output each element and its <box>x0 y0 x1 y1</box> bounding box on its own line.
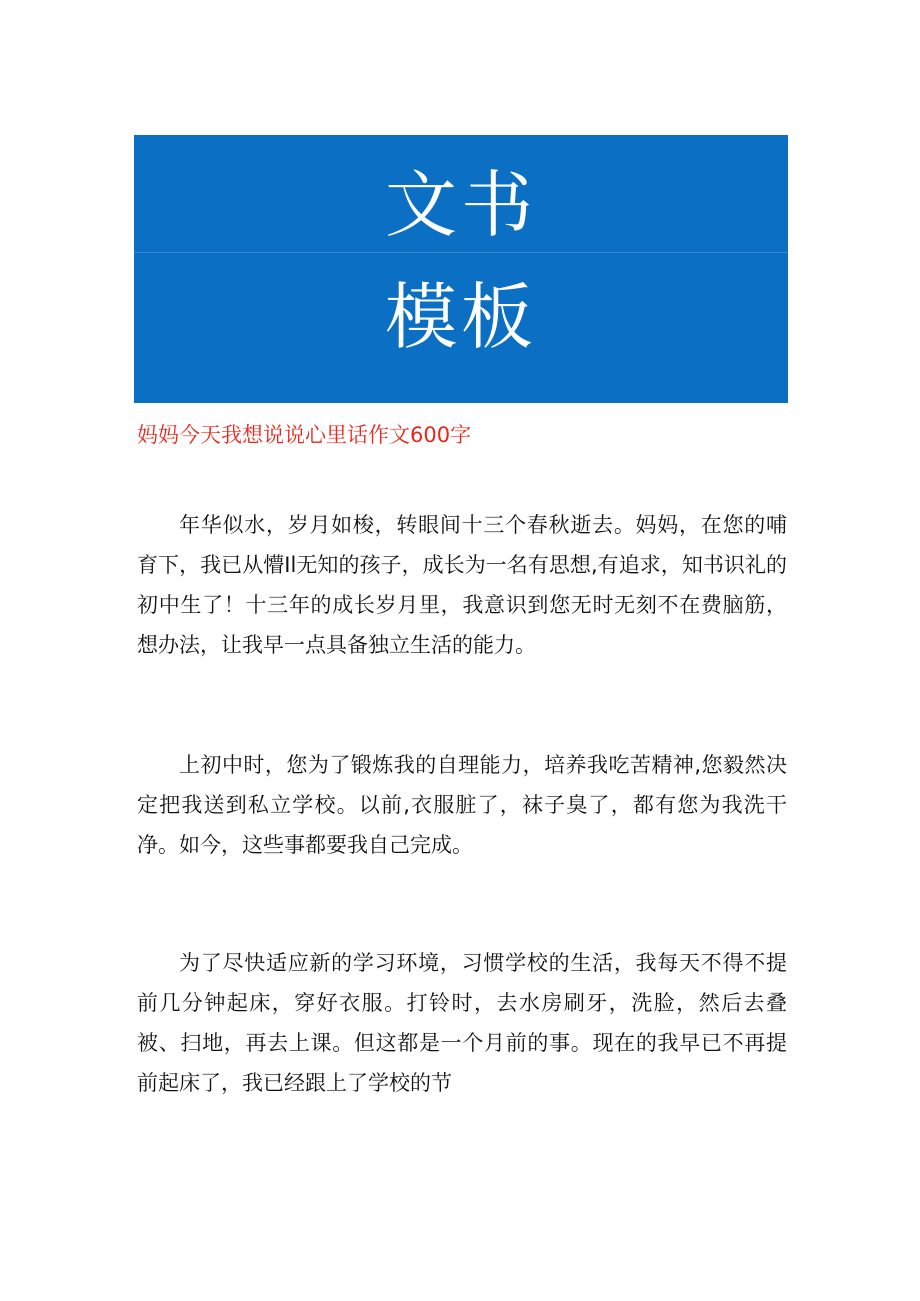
cover-banner <box>134 135 788 403</box>
paragraph-1: 年华似水，岁月如梭，转眼间十三个春秋逝去。妈妈，在您的哺育下，我已从懵Il无知的孩子，成长为一名有思想,有追求，知书识礼的初中生了！十三年的成长岁月里，我意识到您无时无刻不在费脑筋，想办法，让我早一点具备独立生活的能力。 <box>137 513 787 657</box>
document-title: 妈妈今天我想说说心里话作文600字 <box>137 423 472 447</box>
banner-divider <box>134 252 788 253</box>
paragraph-2: 上初中时，您为了锻炼我的自理能力，培养我吃苦精神,您毅然决定把我送到私立学校。以前,衣服脏了，袜子臭了，都有您为我洗干净。如今，这些事都要我自己完成。 <box>137 753 787 857</box>
banner-title-line2: 模板 <box>384 275 537 359</box>
banner-title-line1: 文书 <box>384 163 537 247</box>
paragraph-3: 为了尽快适应新的学习环境，习惯学校的生活，我每天不得不提前几分钟起床，穿好衣服。打铃时，去水房刷牙，洗脸，然后去叠被、扫地，再去上课。但这都是一个月前的事。现在的我早已不再提前起床了，我已经跟上了学校的节 <box>137 951 787 1095</box>
